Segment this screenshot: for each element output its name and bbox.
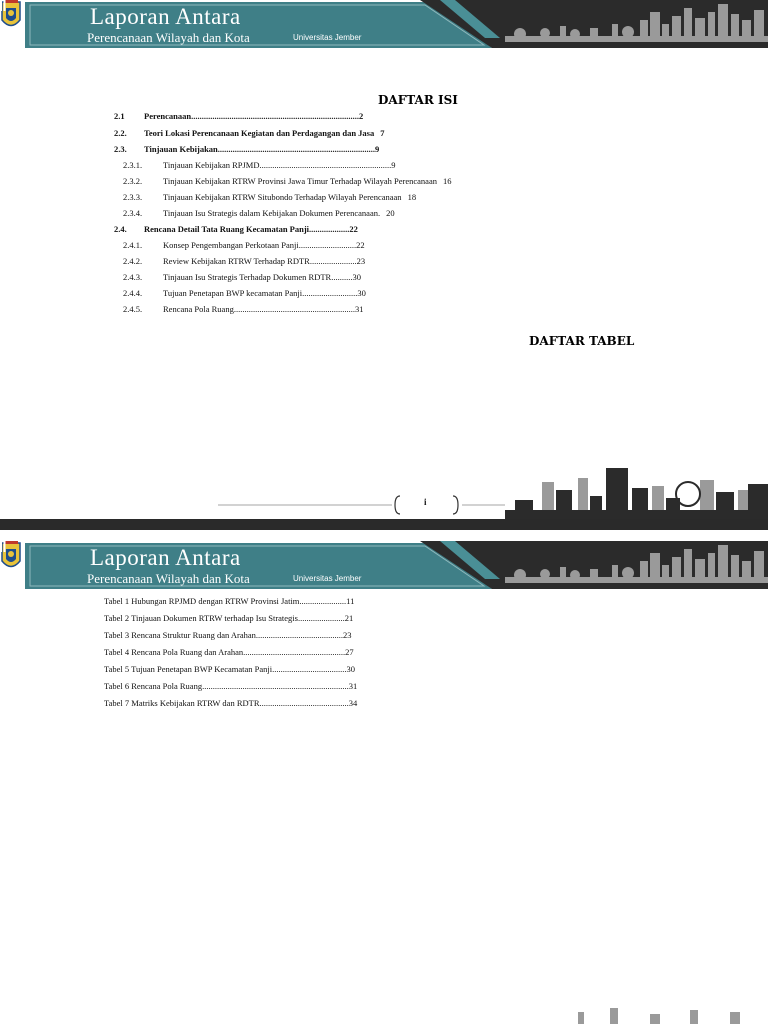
- toc-entry-label: Tinjauan Isu Strategis Terhadap Dokumen RDTR: [163, 272, 332, 282]
- toc-entry[interactable]: [123, 208, 395, 218]
- table-list-entry[interactable]: [104, 647, 354, 657]
- toc-entry-leader: ...................: [309, 224, 350, 234]
- toc-entry-number: 2.2.: [114, 128, 127, 138]
- toc-entry-number: 2.4.1.: [123, 240, 143, 250]
- table-entry-leader: .........................................: [255, 630, 344, 640]
- university-name: Universitas Jember: [293, 574, 362, 583]
- toc-entry[interactable]: [123, 256, 365, 266]
- page-gap: [0, 530, 768, 541]
- toc-entry[interactable]: [123, 160, 396, 170]
- report-header-page-2: [0, 541, 768, 589]
- toc-entry-label: Tujuan Penetapan BWP kecamatan Panji: [163, 288, 303, 298]
- table-entry-label: Tabel 1 Hubungan RPJMD dengan RTRW Provinsi Jatim: [104, 596, 300, 606]
- university-name: Universitas Jember: [293, 33, 362, 42]
- toc-entry-page: 22: [356, 240, 365, 250]
- toc-entry[interactable]: [114, 128, 385, 138]
- table-list-entry[interactable]: [104, 681, 357, 691]
- table-list-entry[interactable]: [104, 698, 357, 708]
- table-entry-leader: .....................................................................: [202, 681, 349, 691]
- table-entry-page: 23: [343, 630, 352, 640]
- toc-entry-number: 2.4.3.: [123, 272, 143, 282]
- table-list-entry[interactable]: [104, 664, 355, 674]
- toc-entry-label: Tinjauan Kebijakan: [144, 144, 218, 154]
- footer-bar: [0, 519, 768, 530]
- toc-entry-page: 2: [358, 111, 364, 121]
- toc-entry-number: 2.1: [114, 111, 125, 121]
- toc-entry-number: 2.3.3.: [123, 192, 143, 202]
- toc-entry-leader: ...............................................................................: [191, 111, 359, 121]
- toc-entry[interactable]: [114, 144, 379, 154]
- table-list-entry[interactable]: [104, 613, 353, 623]
- toc-entry-page: 23: [356, 256, 366, 266]
- toc-entry[interactable]: [123, 192, 416, 202]
- toc-entry-number: 2.4.: [114, 224, 127, 234]
- table-list-entry[interactable]: [104, 596, 354, 606]
- toc-entry-label: Review Kebijakan RTRW Terhadap RDTR: [163, 256, 310, 266]
- toc-entry-label: Tinjauan Isu Strategis dalam Kebijakan Dokumen Perencanaan.: [163, 208, 381, 218]
- toc-entry-page: 31: [354, 304, 364, 314]
- toc-entry[interactable]: [114, 111, 363, 121]
- toc-entry-label: Rencana Pola Ruang: [163, 304, 234, 314]
- report-title: Laporan Antara: [90, 4, 241, 29]
- toc-entry-label: Rencana Detail Tata Ruang Kecamatan Panji: [144, 224, 310, 234]
- toc-entry[interactable]: [114, 224, 358, 234]
- table-entry-leader: ..........................................: [259, 698, 349, 708]
- toc-entry-leader: ..........: [331, 272, 353, 282]
- toc-entry-number: 2.4.2.: [123, 256, 143, 266]
- toc-entry[interactable]: [123, 240, 365, 250]
- divider-bars-icon: [0, 541, 6, 552]
- report-header: [0, 0, 768, 48]
- table-entry-page: 30: [346, 664, 355, 674]
- toc-entry[interactable]: [123, 304, 363, 314]
- toc-entry-leader: ......................: [309, 256, 357, 266]
- table-entry-label: Tabel 7 Matriks Kebijakan RTRW dan RDTR: [104, 698, 260, 708]
- table-entry-leader: ...................................: [272, 664, 347, 674]
- table-entry-label: Tabel 4 Rencana Pola Ruang dan Arahan: [104, 647, 244, 657]
- toc-entry-page: 9: [391, 160, 396, 170]
- toc-entry[interactable]: [123, 176, 451, 186]
- toc-entry-label: Perencanaan: [144, 111, 192, 121]
- divider-bars-icon: [0, 0, 6, 11]
- toc-entry-number: 2.4.5.: [123, 304, 143, 314]
- report-title: Laporan Antara: [90, 545, 241, 570]
- page-number: i: [424, 497, 427, 507]
- document-page-2: [0, 541, 768, 1024]
- table-entry-page: 11: [346, 596, 355, 606]
- table-entry-label: Tabel 5 Tujuan Penetapan BWP Kecamatan Panji: [104, 664, 273, 674]
- toc-entry-number: 2.3.2.: [123, 176, 143, 186]
- table-entry-page: 27: [345, 647, 354, 657]
- toc-entry-page: 30: [357, 288, 366, 298]
- table-entry-label: Tabel 2 Tinjauan Dokumen RTRW terhadap Isu Strategis: [104, 613, 298, 623]
- report-subtitle: Perencanaan Wilayah dan Kota: [87, 30, 250, 45]
- toc-entry-label: Teori Lokasi Perencanaan Kegiatan dan Perdagangan dan Jasa: [144, 128, 375, 138]
- daftar-tabel-heading: DAFTAR TABEL: [529, 334, 635, 348]
- table-entry-leader: ......................: [297, 613, 345, 623]
- table-entry-page: 21: [344, 613, 354, 623]
- footer-skyline-graphic-partial: [560, 1006, 768, 1024]
- toc-entry-page: 16: [442, 176, 452, 186]
- toc-entry-leader: ..........................: [302, 288, 358, 298]
- toc-entry-number: 2.3.4.: [123, 208, 143, 218]
- toc-entry-label: Tinjauan Kebijakan RTRW Provinsi Jawa Timur Terhadap Wilayah Perencanaan: [163, 176, 437, 186]
- table-entry-leader: ................................................: [243, 647, 346, 657]
- toc-entry-label: Tinjauan Kebijakan RPJMD: [163, 160, 260, 170]
- toc-entry[interactable]: [123, 272, 361, 282]
- toc-entry-leader: ..........................................................................: [217, 144, 376, 154]
- table-entry-page: 31: [348, 681, 358, 691]
- daftar-isi-heading: DAFTAR ISI: [378, 93, 458, 107]
- toc-entry-leader: .........................................................: [233, 304, 355, 314]
- toc-entry-number: 2.4.4.: [123, 288, 143, 298]
- toc-entry-label: Konsep Pengembangan Perkotaan Panji: [163, 240, 299, 250]
- toc-entry-page: 18: [407, 192, 417, 202]
- report-subtitle: Perencanaan Wilayah dan Kota: [87, 571, 250, 586]
- toc-entry-number: 2.3.1.: [123, 160, 143, 170]
- toc-entry-page: 20: [386, 208, 395, 218]
- table-entry-leader: ......................: [299, 596, 347, 606]
- toc-entry[interactable]: [123, 288, 366, 298]
- toc-entry-page: 30: [352, 272, 361, 282]
- toc-entry-leader: ..............................................................: [259, 160, 392, 170]
- toc-entry-number: 2.3.: [114, 144, 127, 154]
- toc-entry-leader: ...........................: [298, 240, 357, 250]
- toc-entry-page: 9: [375, 144, 380, 154]
- table-entry-page: 34: [348, 698, 358, 708]
- toc-entry-page: 7: [380, 128, 385, 138]
- table-entry-label: Tabel 3 Rencana Struktur Ruang dan Arahan: [104, 630, 256, 640]
- toc-entry-label: Tinjauan Kebijakan RTRW Situbondo Terhadap Wilayah Perencanaan: [163, 192, 402, 202]
- table-list-entry[interactable]: [104, 630, 352, 640]
- toc-entry-page: 22: [349, 224, 358, 234]
- table-entry-label: Tabel 6 Rencana Pola Ruang: [104, 681, 203, 691]
